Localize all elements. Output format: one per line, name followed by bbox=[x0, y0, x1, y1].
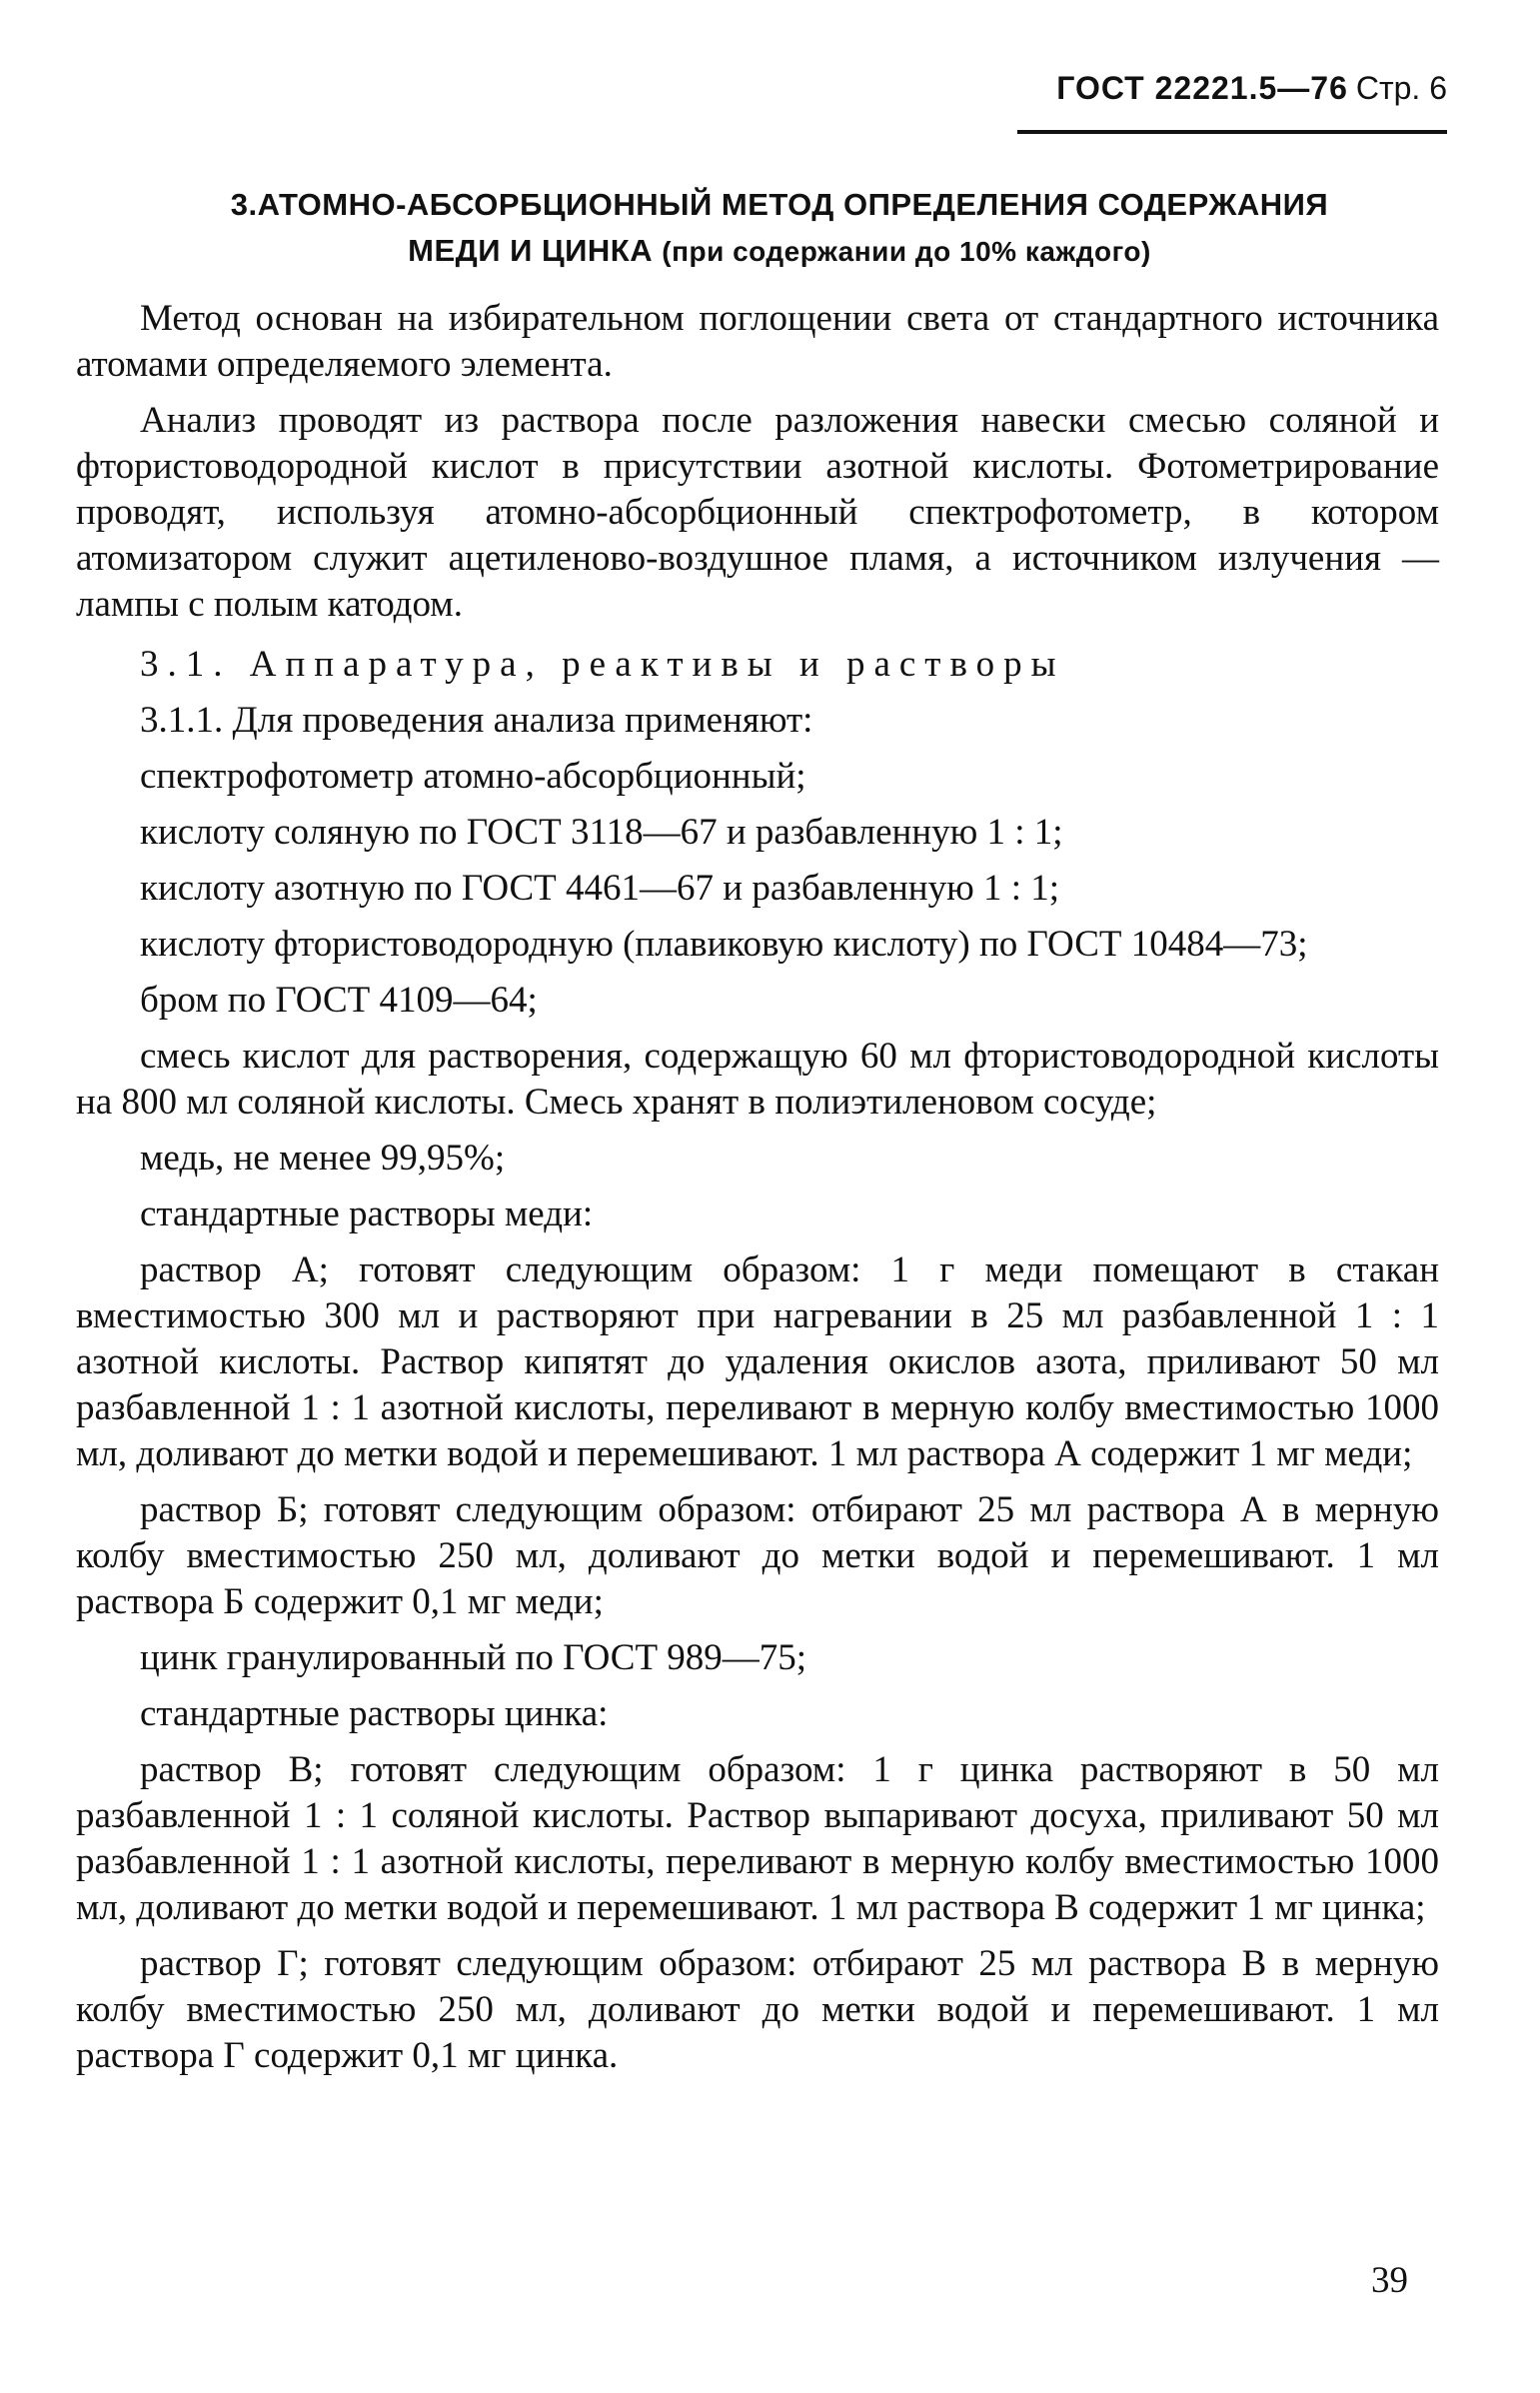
section-title bbox=[110, 182, 1449, 275]
list-item: стандартные растворы цинка: bbox=[140, 1693, 609, 1734]
section-title-sub: (при содержании до 10% каждого) bbox=[662, 236, 1151, 267]
section-title-line-1: 3.АТОМНО-АБСОРБЦИОННЫЙ МЕТОД ОПРЕДЕЛЕНИЯ СОДЕРЖАНИЯ bbox=[230, 187, 1329, 222]
section-title-main: МЕДИ И ЦИНКА bbox=[408, 233, 654, 268]
list-item: раствор А; готовят следующим образом: 1 г меди помещают в стакан вместимостью 300 мл и растворяют при нагревании в 25 мл разбавленной 1 : 1 азотной кислоты. Раствор кипятят до удаления окислов азота, приливают 50 мл разбавленной 1 : 1 азотной кислоты, переливают в мерную колбу вместимостью 1000 мл, доливают до метки водой и перемешивают. 1 мл раствора А содержит 1 мг меди; bbox=[76, 1249, 1439, 1474]
list-item: стандартные растворы меди: bbox=[140, 1194, 594, 1234]
list-item: раствор Г; готовят следующим образом: отбирают 25 мл раствора В в мерную колбу вместимостью 250 мл, доливают до метки водой и перемешивают. 1 мл раствора Г содержит 0,1 мг цинка. bbox=[76, 1943, 1439, 2076]
section-title-line-2 bbox=[110, 228, 1449, 275]
list-item: кислоту соляную по ГОСТ 3118—67 и разбавленную 1 : 1; bbox=[140, 812, 1063, 853]
page-label: Стр. 6 bbox=[1355, 70, 1447, 106]
clause-3-1-1: 3.1.1. Для проведения анализа применяют: bbox=[140, 700, 813, 741]
page-header bbox=[1017, 70, 1447, 134]
paragraph-analysis: Анализ проводят из раствора после разложения навески смесью соляной и фтористоводородной кислот в присутствии азотной кислоты. Фотометрирование проводят, используя атомно-абсорбционный спектрофотометр, в котором атомизатором служит ацетиленово-воздушное пламя, а источником излучения — лампы с полым катодом. bbox=[76, 400, 1439, 625]
subsection-heading-3-1: 3.1. Аппаратура, реактивы и растворы bbox=[140, 644, 1065, 685]
list-item: раствор В; готовят следующим образом: 1 г цинка растворяют в 50 мл разбавленной 1 : 1 соляной кислоты. Раствор выпаривают досуха, приливают 50 мл разбавленной 1 : 1 азотной кислоты, переливают в мерную колбу вместимостью 1000 мл, доливают до метки водой и перемешивают. 1 мл раствора В содержит 1 мг цинка; bbox=[76, 1749, 1439, 1928]
standard-code: ГОСТ 22221.5—76 bbox=[1056, 70, 1348, 106]
list-item: раствор Б; готовят следующим образом: отбирают 25 мл раствора А в мерную колбу вместимостью 250 мл, доливают до метки водой и перемешивают. 1 мл раствора Б содержит 0,1 мг меди; bbox=[76, 1489, 1439, 1622]
list-item: цинк гранулированный по ГОСТ 989—75; bbox=[140, 1637, 807, 1678]
list-item: спектрофотометр атомно-абсорбционный; bbox=[140, 756, 806, 797]
paragraph-method: Метод основан на избирательном поглощении света от стандартного источника атомами определяемого элемента. bbox=[76, 298, 1439, 385]
list-item: кислоту фтористоводородную (плавиковую кислоту) по ГОСТ 10484—73; bbox=[140, 924, 1308, 965]
list-item: кислоту азотную по ГОСТ 4461—67 и разбавленную 1 : 1; bbox=[140, 868, 1060, 909]
list-item: смесь кислот для растворения, содержащую 60 мл фтористоводородной кислоты на 800 мл соляной кислоты. Смесь хранят в полиэтиленовом сосуде; bbox=[76, 1036, 1439, 1123]
page-number: 39 bbox=[1371, 2260, 1408, 2301]
list-item: медь, не менее 99,95%; bbox=[140, 1138, 506, 1179]
document-body bbox=[76, 296, 1439, 2089]
list-item: бром по ГОСТ 4109—64; bbox=[140, 980, 538, 1021]
